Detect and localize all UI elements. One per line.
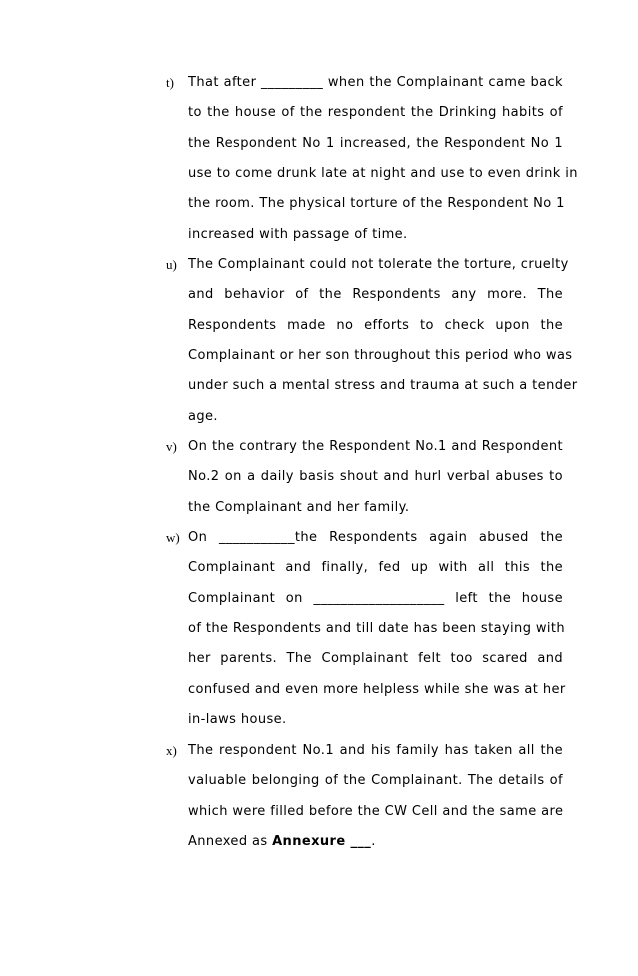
paragraph-line: use to come drunk late at night and use to even drink in [188,165,578,181]
paragraph-line: increased with passage of time. [188,226,408,242]
paragraph-line: age. [188,408,218,424]
paragraph-line: the room. The physical torture of the Respondent No 1 [188,196,565,212]
paragraph-line: in-laws house. [188,711,287,727]
paragraph-line: No.2 on a daily basis shout and hurl verbal abuses to [188,469,563,485]
list-marker: w) [166,530,180,545]
annexure-reference: Annexure ___ [272,833,372,849]
list-marker: u) [166,257,177,272]
annexure-prefix: Annexed as [188,833,273,849]
paragraph-line: under such a mental stress and trauma at such a tender [188,378,578,394]
paragraph-line: valuable belonging of the Complainant. The details of [188,773,563,789]
annexure-line [188,827,563,857]
paragraph-line: Complainant or her son throughout this period who was [188,347,573,363]
list-marker: t) [166,75,174,90]
paragraph-line: That after _________ when the Complainant came back [188,75,563,90]
paragraph-line: The respondent No.1 and his family has taken all the [188,743,563,758]
paragraph-line: The Complainant could not tolerate the torture, cruelty [188,257,569,272]
paragraph-line: Complainant and finally, fed up with all this the [188,560,563,576]
annexure-suffix: . [371,833,376,849]
paragraph-line: which were filled before the CW Cell and the same are [188,803,564,819]
paragraph-line: the Complainant and her family. [188,499,410,515]
paragraph-line: her parents. The Complainant felt too scared and [188,651,563,667]
paragraph-line: the Respondent No 1 increased, the Respondent No 1 [188,135,563,151]
list-marker: v) [166,439,177,454]
paragraph-line: and behavior of the Respondents any more. The [188,287,563,303]
paragraph-line: Respondents made no efforts to check upon the [188,317,563,333]
list-marker: x) [166,743,177,758]
paragraph-line: of the Respondents and till date has been staying with [188,620,566,636]
paragraph-line: On ___________the Respondents again abused the [188,530,563,545]
paragraph-line: confused and even more helpless while she was at her [188,681,566,697]
paragraph-line: On the contrary the Respondent No.1 and Respondent [188,439,563,454]
paragraph-line: Complainant on ___________________ left the house [188,590,563,606]
paragraph-line: to the house of the respondent the Drinking habits of [188,105,563,121]
